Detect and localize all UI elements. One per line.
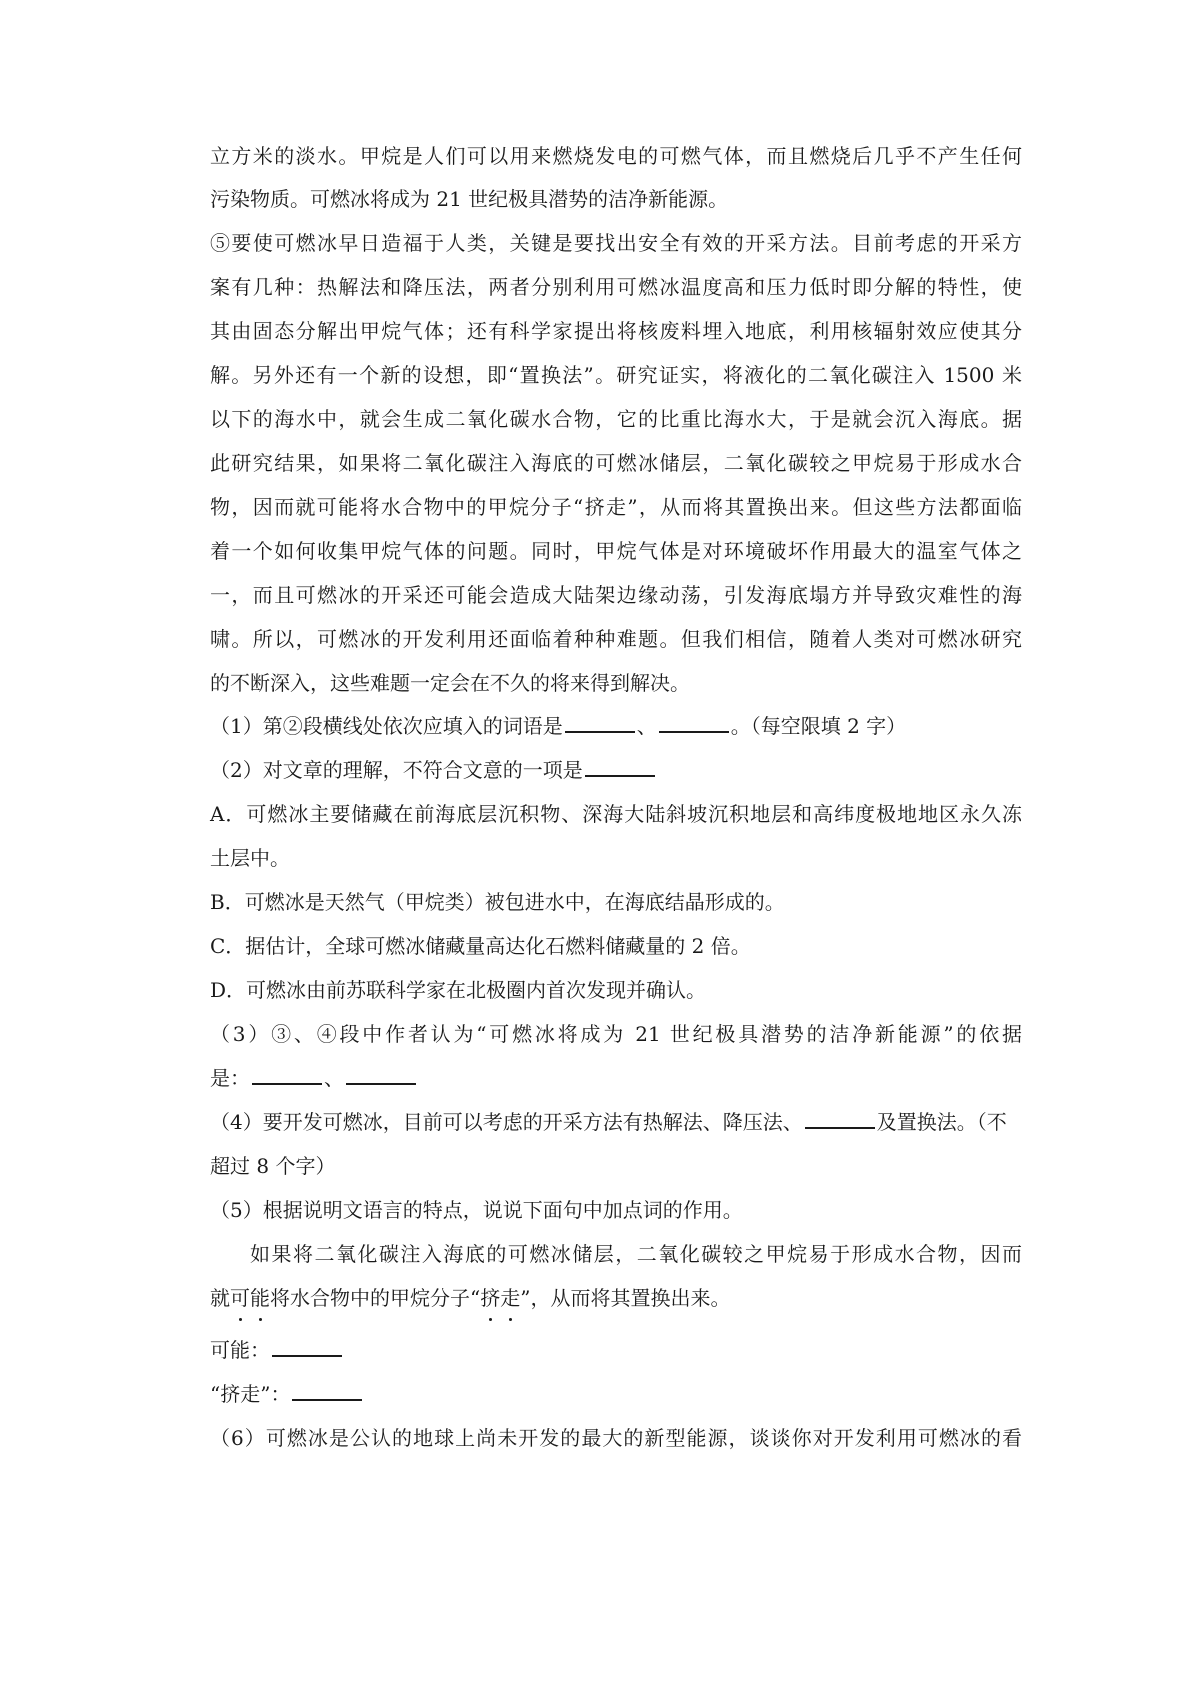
answer-blank[interactable] [346,1065,416,1085]
option-a: A．可燃冰主要储藏在前海底层沉积物、深海大陆斜坡沉积地层和高纬度极地地区永久冻 [210,802,1022,826]
option-c: C．据估计，全球可燃冰储藏量高达化石燃料储藏量的 2 倍。 [210,934,751,958]
option-b: B．可燃冰是天然气（甲烷类）被包进水中，在海底结晶形成的。 [210,890,785,914]
quote-text: ”，从而将其置换出来。 [520,1286,731,1310]
answer-blank[interactable] [252,1065,322,1085]
passage-line: 的不断深入，这些难题一定会在不久的将来得到解决。 [210,671,690,695]
question-4-tail: 及置换法。（不 [876,1110,1007,1134]
question-4 [210,1108,1022,1136]
passage-line: 解。另外还有一个新的设想，即“置换法”。研究证实，将液化的二氧化碳注入 1500 米 [210,363,1022,387]
passage-line: 案有几种：热解法和降压法，两者分别利用可燃冰温度高和压力低时即分解的特性，使 [210,275,1022,299]
answer-blank[interactable] [805,1109,875,1129]
option-d: D．可燃冰由前苏联科学家在北极圈内首次发现并确认。 [210,978,707,1002]
answer-blank[interactable] [659,713,729,733]
quote-text: 就 [210,1286,230,1310]
dotted-char: 能 [250,1286,270,1310]
passage-line: 物，因而就可能将水合物中的甲烷分子“挤走”，从而将其置换出来。但这些方法都面临 [210,495,1022,519]
dotted-char: 挤 [480,1286,501,1310]
answer-label: 可能： [210,1338,270,1362]
passage-line: 一，而且可燃冰的开采还可能会造成大陆架边缘动荡，引发海底塌方并导致灾难性的海 [210,583,1022,607]
option-a-cont: 土层中。 [210,846,290,870]
answer-blank[interactable] [565,713,635,733]
question-1-note: 。（每空限填 2 字） [730,714,907,738]
question-1 [210,712,1022,740]
question-2-text: （2）对文章的理解，不符合文意的一项是 [210,758,583,782]
answer-blank[interactable] [292,1381,362,1401]
answer-line [210,1380,1022,1408]
passage-line: 以下的海水中，就会生成二氧化碳水合物，它的比重比海水大，于是就会沉入海底。据 [210,407,1022,431]
passage-line: 其由固态分解出甲烷气体；还有科学家提出将核废料埋入地底，利用核辐射效应使其分 [210,319,1022,343]
question-1-text: （1）第②段横线处依次应填入的词语是 [210,714,563,738]
quote-text: 将水合物中的甲烷分子“ [270,1286,481,1310]
separator: 、 [636,714,657,738]
passage-line: 啸。所以，可燃冰的开发利用还面临着种种难题。但我们相信，随着人类对可燃冰研究 [210,627,1022,651]
passage-line: 污染物质。可燃冰将成为 21 世纪极具潜势的洁净新能源。 [210,187,729,211]
passage-line: 立方米的淡水。甲烷是人们可以用来燃烧发电的可燃气体，而且燃烧后几乎不产生任何 [210,144,1022,168]
question-4-cont: 超过 8 个字） [210,1154,336,1178]
answer-label: “挤走”： [210,1382,291,1406]
quote-line [210,1284,1022,1312]
question-3-answer [210,1064,1022,1092]
passage-line: 着一个如何收集甲烷气体的问题。同时，甲烷气体是对环境破坏作用最大的温室气体之 [210,539,1022,563]
dotted-char: 走 [500,1286,521,1310]
question-3: （3）③、④段中作者认为“可燃冰将成为 21 世纪极具潜势的洁净新能源”的依据 [210,1022,1022,1046]
dotted-char: 可 [230,1286,250,1310]
question-5: （5）根据说明文语言的特点，说说下面句中加点词的作用。 [210,1198,743,1222]
passage-line: 此研究结果，如果将二氧化碳注入海底的可燃冰储层，二氧化碳较之甲烷易于形成水合 [210,451,1022,475]
quote-line: 如果将二氧化碳注入海底的可燃冰储层，二氧化碳较之甲烷易于形成水合物，因而 [250,1242,1022,1266]
question-2-stem [210,756,1022,784]
question-3-prefix: 是： [210,1066,250,1090]
answer-blank[interactable] [272,1337,342,1357]
separator: 、 [324,1066,344,1090]
question-6: （6）可燃冰是公认的地球上尚未开发的最大的新型能源，谈谈你对开发利用可燃冰的看 [210,1426,1022,1450]
answer-blank[interactable] [585,757,655,777]
question-4-text: （4）要开发可燃冰，目前可以考虑的开采方法有热解法、降压法、 [210,1110,803,1134]
answer-line [210,1336,1022,1364]
passage-line: ⑤要使可燃冰早日造福于人类，关键是要找出安全有效的开采方法。目前考虑的开采方 [210,231,1022,255]
